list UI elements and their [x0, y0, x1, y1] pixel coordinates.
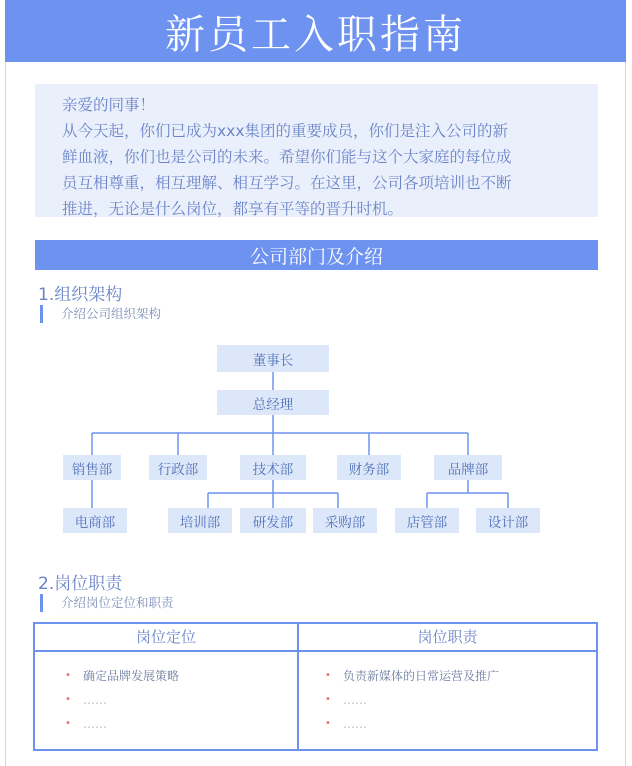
- org-note: 介绍公司组织架构: [40, 305, 161, 323]
- org-node-department: 技术部: [240, 455, 306, 480]
- org-node-department: 财务部: [337, 455, 401, 480]
- bullet-icon: •: [325, 694, 331, 705]
- duty-heading: 2.岗位职责: [38, 574, 123, 594]
- table-divider: [35, 650, 596, 652]
- intro-line: 员互相尊重，相互理解、相互学习。在这里，公司各项培训也不断: [62, 174, 512, 192]
- intro-panel: [35, 84, 598, 217]
- list-item-text: 负责新媒体的日常运营及推广: [343, 669, 500, 683]
- org-node-subdepartment: 设计部: [476, 508, 540, 533]
- bullet-icon: •: [65, 670, 71, 681]
- org-node-subdepartment: 电商部: [63, 508, 127, 533]
- list-item-text: ……: [83, 717, 107, 731]
- duty-table: [33, 622, 598, 751]
- page-title: 新员工入职指南: [5, 0, 626, 62]
- org-node-department: 品牌部: [434, 455, 502, 480]
- list-item-text: ……: [83, 693, 107, 707]
- list-item: [65, 664, 179, 688]
- bullet-icon: •: [325, 718, 331, 729]
- list-item: [325, 688, 499, 712]
- table-header-duty: 岗位职责: [417, 628, 478, 646]
- table-header-position: 岗位定位: [135, 628, 196, 646]
- org-node-chairman: 董事长: [217, 345, 329, 372]
- org-node-gm: 总经理: [217, 390, 329, 415]
- bullet-icon: •: [325, 670, 331, 681]
- position-list: [65, 664, 179, 736]
- list-item-text: ……: [343, 693, 367, 707]
- list-item: [65, 712, 179, 736]
- bullet-icon: •: [65, 718, 71, 729]
- org-node-department: 行政部: [149, 455, 207, 480]
- org-node-subdepartment: 研发部: [240, 508, 306, 533]
- list-item: [65, 688, 179, 712]
- list-item: [325, 712, 499, 736]
- duty-list: [325, 664, 499, 736]
- list-item-text: 确定品牌发展策略: [83, 669, 180, 683]
- org-node-department: 销售部: [63, 455, 121, 480]
- intro-greeting: 亲爱的同事！: [62, 96, 156, 114]
- section-title-bar: 公司部门及介绍: [35, 240, 598, 270]
- org-node-subdepartment: 店管部: [395, 508, 459, 533]
- bullet-icon: •: [65, 694, 71, 705]
- org-heading: 1.组织架构: [38, 285, 123, 305]
- intro-line: 从今天起，你们已成为xxx集团的重要成员，你们是注入公司的新: [62, 122, 509, 140]
- intro-line: 鲜血液，你们也是公司的未来。希望你们能与这个大家庭的每位成: [62, 148, 512, 166]
- list-item: [325, 664, 499, 688]
- org-node-subdepartment: 采购部: [313, 508, 377, 533]
- intro-line: 推进，无论是什么岗位，都享有平等的晋升时机。: [62, 200, 404, 218]
- org-node-subdepartment: 培训部: [168, 508, 232, 533]
- list-item-text: ……: [343, 717, 367, 731]
- duty-note: 介绍岗位定位和职责: [40, 594, 174, 612]
